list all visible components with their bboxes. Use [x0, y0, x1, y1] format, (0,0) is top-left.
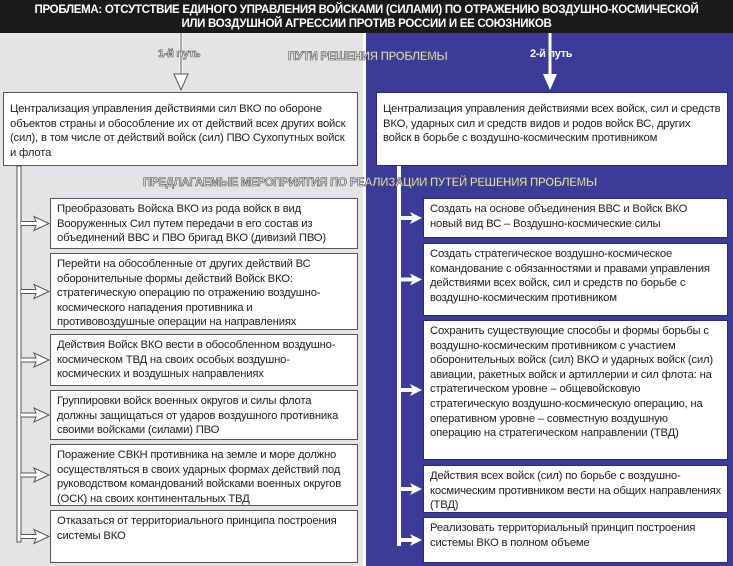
arrow-right-icon [401, 483, 422, 495]
path2-measure-box: Сохранить существующие способы и формы борьбы с воздушно-космическим противником с участием оборонительных войск (сил) ВКО и ударных войск (сил) авиации, ракетных войск и артиллерии и сил флота: на стратегическом уровне – общевойсковую стратегическую воздушно-космическую операцию, на оперативном уровне – совместную воздушную операцию на стратегическом направлении (ТВД) [423, 320, 728, 460]
path2-label: 2-й путь [530, 48, 573, 60]
path2-arrow [543, 33, 557, 90]
hollow-arrow-icon [21, 530, 49, 544]
measures-title: ПРЕДЛАГАЕМЫЕ МЕРОПРИЯТИЯ ПО РЕАЛИЗАЦИИ ПУТЕЙ РЕШЕНИЯ ПРОБЛЕМЫ [143, 177, 597, 189]
path2-main-box: Централизация управления действиями всех войск, сил и средств ВКО, ударных сил и средств видов и родов войск ВС, других войск в борьбе с воздушно-космическим противником [376, 92, 728, 166]
hollow-arrow-icon [21, 285, 49, 299]
hollow-arrow-icon [21, 353, 49, 367]
path1-measure-box: Поражение СВКН противника на земле и море должно осуществляться в своих ударных формах действий под руководством командований войсками военных округов (ОСК) на своих континентальных ТВД [50, 444, 358, 506]
path2-measure-box: Действия всех войск (сил) по борьбе с воздушно-космическим противником вести на общих направлениях (ТВД) [423, 465, 728, 513]
path1-arrowhead [174, 74, 188, 90]
path1-measure-box: Преобразовать Войска ВКО из рода войск в вид Вооруженных Сил путем передачи в его состав из объединений ВВС и ПВО бригад ВКО (дивизий ПВО) [50, 198, 358, 249]
path1-measure-box: Группировки войск военных округов и силы флота должны защищаться от ударов воздушного противника своими войсками (силами) ПВО [50, 390, 358, 440]
path1-measure-box: Отказаться от территориального принципа построения системы ВКО [50, 510, 358, 563]
path1-main-box: Централизация управления действиями сил ВКО по обороне объектов страны и обособление их от действий всех других войск (сил), в том числе от действий войск (сил) ПВО Сухопутных войск и флота [3, 92, 358, 166]
path2-measure-box: Создать на основе объединения ВВС и Войск ВКО новый вид ВС – Воздушно-космические силы [423, 198, 728, 238]
hollow-arrow-icon [21, 217, 49, 231]
path2-measure-box: Реализовать территориальный принцип построения системы ВКО в полном объеме [423, 517, 728, 563]
hollow-arrow-icon [21, 468, 49, 482]
problem-line-1: ПРОБЛЕМА: ОТСУТСТВИЕ ЕДИНОГО УПРАВЛЕНИЯ ВОЙСКАМИ (СИЛАМИ) ПО ОТРАЖЕНИЮ ВОЗДУШНО-КОСМИЧЕСКОЙ [34, 4, 699, 16]
path1-measure-box: Перейти на обособленные от других действий ВС оборонительные формы действий Войск ВКО: стратегическую операцию по отражению воздушно-космического нападения противника и противовоздушные операции на направлениях [50, 253, 358, 330]
arrow-right-icon [401, 384, 422, 396]
path2-trunk [397, 166, 401, 546]
arrow-right-icon [401, 212, 422, 224]
arrow-right-icon [401, 534, 422, 546]
paths-title: ПУТИ РЕШЕНИЯ ПРОБЛЕМЫ [288, 51, 448, 63]
path1-measure-box: Действия Войск ВКО вести в обособленном воздушно-космическом ТВД на своих особых воздушно-космических и воздушных направлениях [50, 334, 358, 386]
path2-measure-box: Создать стратегическое воздушно-космическое командование с обязанностями и правами управления действиями всех войск, сил и средств по борьбе с воздушно-космическим противником [423, 243, 728, 316]
problem-line-2: ИЛИ ВОЗДУШНОЙ АГРЕССИИ ПРОТИВ РОССИИ И ЕЕ СОЮЗНИКОВ [181, 18, 552, 30]
path1-trunk [17, 166, 21, 542]
hollow-arrow-icon [21, 408, 49, 422]
path1-label: 1-й путь [158, 48, 201, 60]
arrow-right-icon [401, 274, 422, 286]
